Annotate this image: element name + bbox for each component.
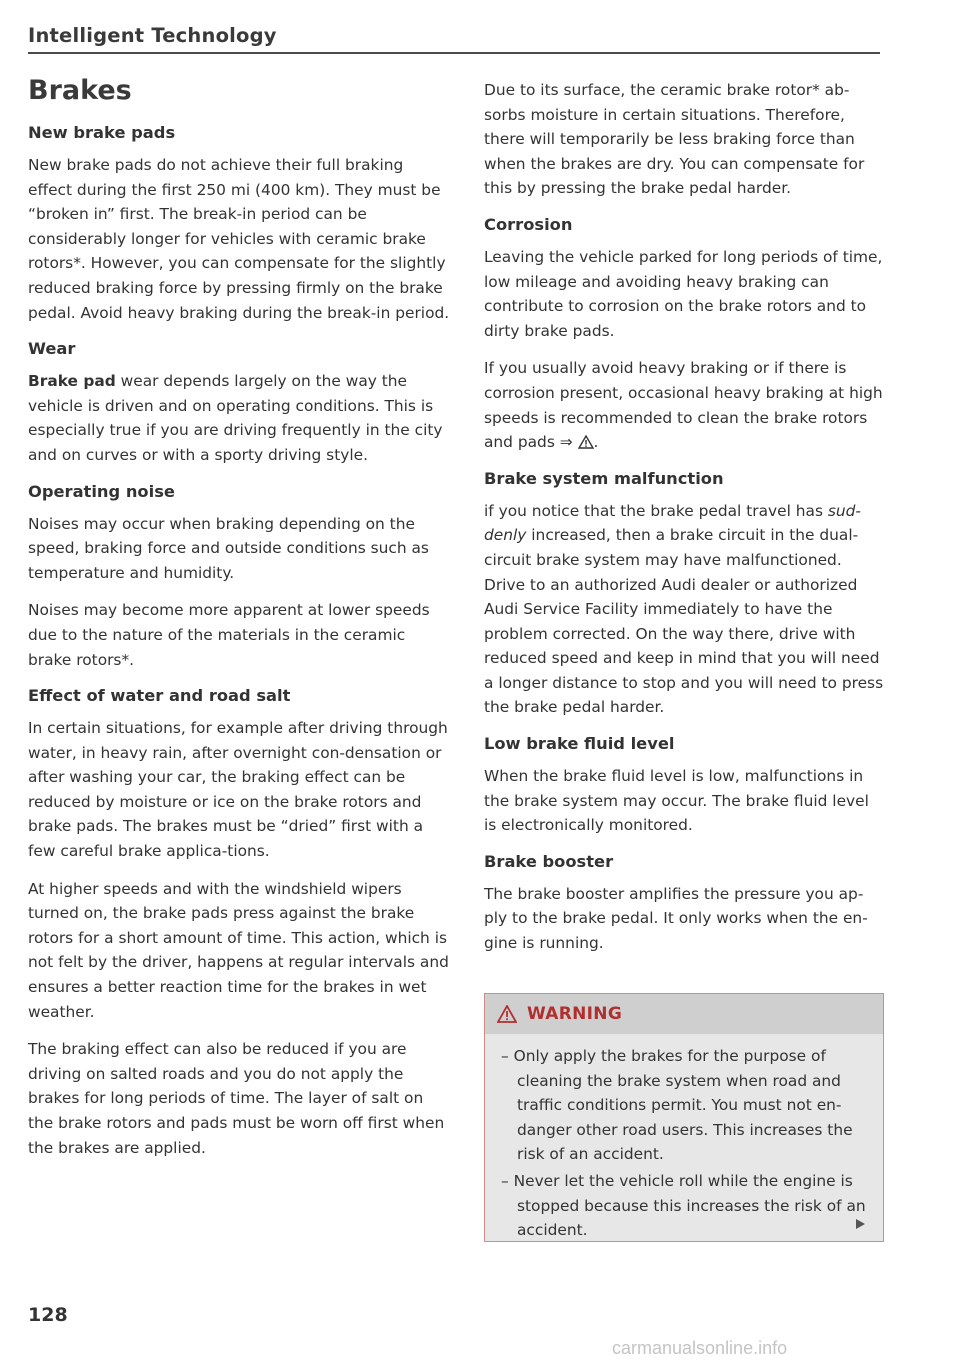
page-number: 128	[28, 1304, 68, 1326]
warning-triangle-icon	[497, 1005, 517, 1023]
heading-water-road-salt: Effect of water and road salt	[28, 686, 291, 706]
heading-new-brake-pads: New brake pads	[28, 123, 176, 142]
header-divider	[28, 52, 880, 54]
warning-label: WARNING	[527, 1004, 623, 1024]
paragraph-water-3: The braking effect can also be reduced if you are driving on salted roads and you do not apply the brakes for long periods of time. The layer of salt on the brake rotors and pads must be worn off first when the brakes are applied.	[28, 1040, 445, 1157]
page-title: Brakes	[28, 75, 132, 106]
paragraph-noise-2: Noises may become more apparent at lower speeds due to the nature of the materials in the ceramic brake rotors*.	[28, 601, 430, 669]
paragraph-water-1: In certain situations, for example after driving through water, in heavy rain, after overnight con-densation or after washing your car, the braking effect can be reduced by moisture or ice on the brake rotors and brake pads. The brakes must be “dried” first with a few careful brake applica-tions.	[28, 719, 448, 861]
paragraph-malfunction	[484, 499, 884, 720]
watermark: carmanualsonline.info	[612, 1338, 788, 1358]
continue-arrow-icon	[855, 1219, 865, 1229]
right-column	[484, 78, 884, 969]
heading-corrosion: Corrosion	[484, 214, 573, 234]
section-title: Intelligent Technology	[28, 24, 277, 47]
heading-wear: Wear	[28, 339, 76, 359]
left-column	[28, 74, 452, 1173]
paragraph-low-fluid: When the brake fluid level is low, malfunctions in the brake system may occur. The brake fluid level is electronically monitored.	[484, 767, 869, 835]
heading-low-fluid: Low brake fluid level	[484, 734, 675, 754]
paragraph-water-2: At higher speeds and with the windshield wipers turned on, the brake pads press against the brake rotors for a short amount of time. This action, which is not felt by the driver, happens at regular intervals and ensures a better reaction time for the brakes in wet weather.	[28, 879, 449, 1021]
paragraph-new-brake-pads: New brake pads do not achieve their full braking effect during the first 250 mi (400 km). They must be “broken in” first. The break-in period can be considerably longer for vehicles with ceramic brake rotors*. However, you can compensate for the slightly reduced braking force by pressing firmly on the brake pedal. Avoid heavy braking during the break-in period.	[28, 156, 450, 322]
wear-text: wear depends largely on the way the vehicle is driven and on operating conditions. This is especially true if you are driving frequently in the city and on curves or with a sporty driving style.	[28, 372, 443, 464]
warning-item: – Never let the vehicle roll while the engine is stopped because this increases the risk of an accident.	[501, 1171, 866, 1240]
heading-brake-malfunction: Brake system malfunction	[484, 468, 724, 488]
paragraph-ceramic: Due to its surface, the ceramic brake rotor* ab-sorbs moisture in certain situations. Therefore, there will temporarily be less braking force than when the brakes are dry. You can compensate for this by pressing the brake pedal harder.	[484, 81, 865, 198]
malfunction-text-b: increased, then a brake circuit in the dual-circuit brake system may have malfunctioned. Drive to an authorized Audi dealer or authorized Audi Service Facility immediately to have the problem corrected. On the way there, drive with reduced speed and keep in mind that you will need a longer distance to stop and you will need to press the brake pedal harder.	[484, 526, 884, 717]
heading-operating-noise: Operating noise	[28, 481, 175, 501]
paragraph-noise-1: Noises may occur when braking depending on the speed, braking force and outside conditions such as temperature and humidity.	[28, 514, 429, 582]
warning-header	[485, 994, 883, 1034]
paragraph-corrosion-1: Leaving the vehicle parked for long periods of time, low mileage and avoiding heavy braking can contribute to corrosion on the brake rotors and to dirty brake pads.	[484, 247, 883, 340]
malfunction-text-a: if you notice that the brake pedal travel has	[484, 501, 828, 520]
corrosion-text: If you usually avoid heavy braking or if there is corrosion present, occasional heavy braking at high speeds is recommended to clean the brake rotors and pads ⇒	[484, 359, 883, 452]
warning-reference-icon[interactable]	[578, 435, 594, 449]
paragraph-wear	[28, 369, 452, 467]
page-header	[0, 0, 960, 62]
wear-bold-term: Brake pad	[28, 372, 116, 391]
malfunction-italic: sud-denly	[484, 501, 861, 545]
heading-brake-booster: Brake booster	[484, 851, 614, 871]
warning-box	[484, 993, 884, 1242]
paragraph-brake-booster: The brake booster amplifies the pressure you ap-ply to the brake pedal. It only works when the en-gine is running.	[484, 884, 868, 953]
paragraph-corrosion-2: If you usually avoid heavy braking or if there is corrosion present, occasional heavy braking at high speeds is recommended to clean the brake rotors and pads ⇒ .	[484, 359, 883, 452]
warning-item: – Only apply the brakes for the purpose of cleaning the brake system when road and traffic conditions permit. You must not en-danger other road users. This increases the risk of an accident.	[501, 1047, 853, 1164]
warning-body	[485, 1034, 883, 1243]
